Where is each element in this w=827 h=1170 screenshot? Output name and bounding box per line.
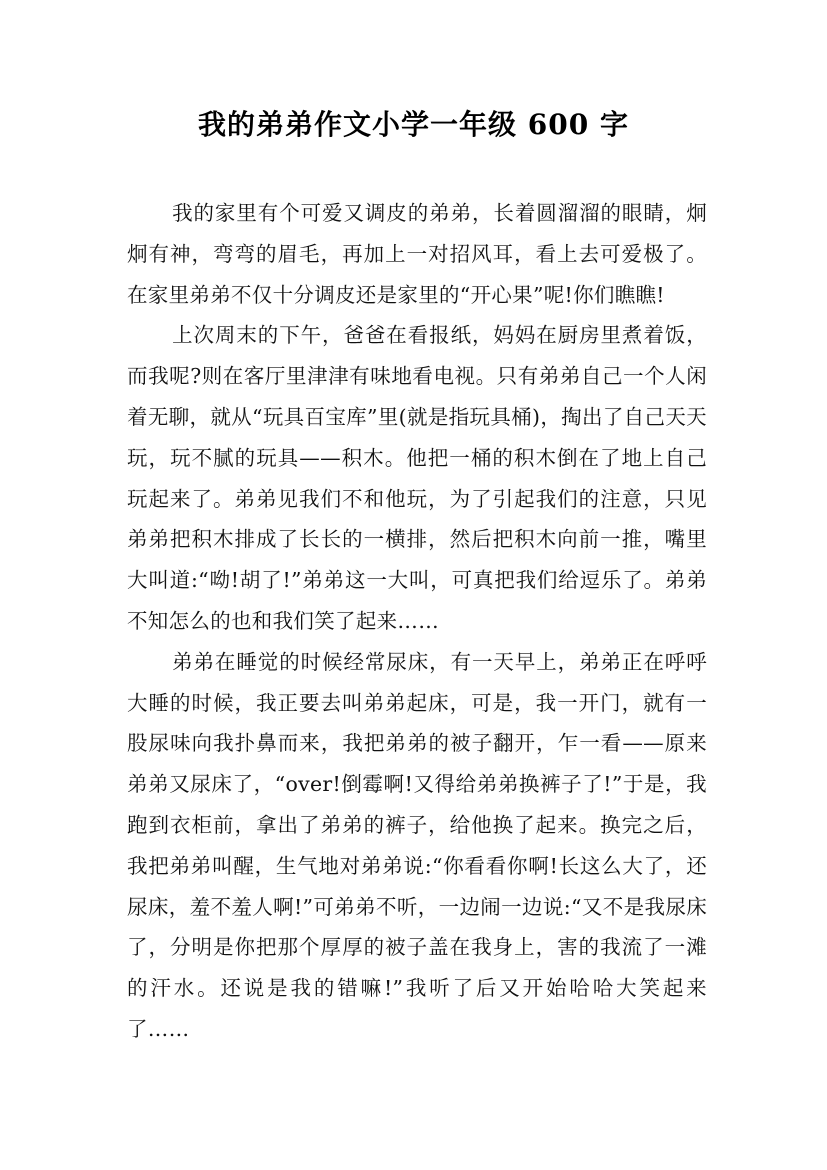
- paragraph: 我的家里有个可爱又调皮的弟弟，长着圆溜溜的眼睛，炯炯有神，弯弯的眉毛，再加上一对招风耳，看上去可爱极了。在家里弟弟不仅十分调皮还是家里的“开心果”呢!你们瞧瞧!: [127, 201, 707, 307]
- document-body: [127, 193, 707, 1050]
- document-title: 我的弟弟作文小学一年级 600 字: [198, 108, 629, 141]
- paragraph: 弟弟在睡觉的时候经常尿床，有一天早上，弟弟正在呼呼大睡的时候，我正要去叫弟弟起床，可是，我一开门，就有一股尿味向我扑鼻而来，我把弟弟的被子翻开，乍一看——原来弟弟又尿床了，“over!倒霉啊!又得给弟弟换裤子了!”于是，我跑到衣柜前，拿出了弟弟的裤子，给他换了起来。换完之后，我把弟弟叫醒，生气地对弟弟说:“你看看你啊!长这么大了，还尿床，羞不羞人啊!”可弟弟不听，一边闹一边说:“又不是我尿床了，分明是你把那个厚厚的被子盖在我身上，害的我流了一滩的汗水。还说是我的错嘛!”我听了后又开始哈哈大笑起来了……: [127, 649, 707, 1041]
- paragraph: 上次周末的下午，爸爸在看报纸，妈妈在厨房里煮着饭，而我呢?则在客厅里津津有味地看电视。只有弟弟自己一个人闲着无聊，就从“玩具百宝库”里(就是指玩具桶)，掏出了自己天天玩，玩不腻的玩具——积木。他把一桶的积木倒在了地上自己玩起来了。弟弟见我们不和他玩，为了引起我们的注意，只见弟弟把积木排成了长长的一横排，然后把积木向前一推，嘴里大叫道:“呦!胡了!”弟弟这一大叫，可真把我们给逗乐了。弟弟不知怎么的也和我们笑了起来……: [127, 323, 707, 633]
